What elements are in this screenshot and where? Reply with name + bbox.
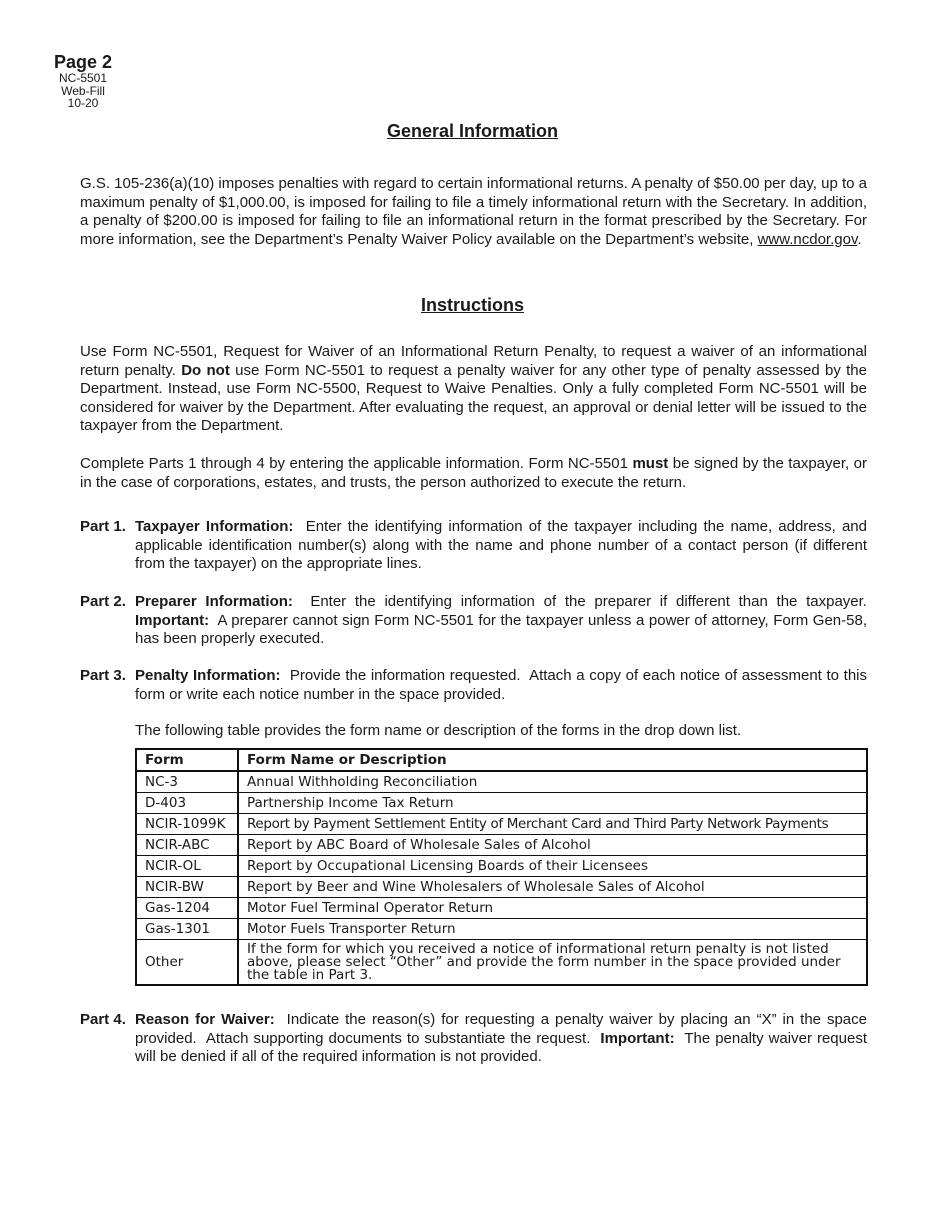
table-cell-description: Report by Beer and Wine Wholesalers of Wholesale Sales of Alcohol bbox=[238, 877, 867, 898]
table-cell-form: Other bbox=[136, 940, 238, 986]
table-cell-form: NCIR-1099K bbox=[136, 814, 238, 835]
table-row bbox=[136, 771, 867, 793]
part-2-heading: Preparer Information: bbox=[135, 593, 293, 610]
instructions-p2-text-a: Complete Parts 1 through 4 by entering the applicable information. Form NC-5501 bbox=[80, 455, 633, 472]
general-information-heading: General Information bbox=[386, 121, 559, 141]
part-2-text: Enter the identifying information of the preparer if different than the taxpayer. bbox=[292, 593, 872, 610]
table-row bbox=[136, 940, 867, 986]
general-information-end: . bbox=[857, 230, 862, 248]
instructions-p2-bold: must bbox=[632, 455, 669, 472]
table-cell-description: Report by Occupational Licensing Boards of their Licensees bbox=[238, 856, 867, 877]
instructions-paragraph-1 bbox=[80, 343, 867, 436]
part-4-important: Important: bbox=[600, 1029, 675, 1047]
instructions-paragraph-2 bbox=[80, 455, 867, 492]
instructions-p1-text-a: Use Form NC-5501, Request for Waiver of an Informational Return Penalty, to request a waiver of an informational return penalty. bbox=[80, 343, 867, 379]
part-4-label: Part 4. bbox=[80, 1011, 126, 1028]
table-cell-description: Partnership Income Tax Return bbox=[238, 793, 867, 814]
table-cell-description: Motor Fuels Transporter Return bbox=[238, 919, 867, 940]
form-revision: 10-20 bbox=[67, 96, 99, 110]
ncdor-website-link[interactable]: www.ncdor.gov bbox=[757, 230, 858, 248]
part-4-text-2: The penalty waiver request will be denied if all of the required information is not provided. bbox=[135, 1029, 872, 1065]
table-cell-description: Report by Payment Settlement Entity of Merchant Card and Third Party Network Payments bbox=[238, 814, 867, 835]
page-number: Page 2 bbox=[54, 52, 113, 72]
table-cell-description: If the form for which you received a notice of informational return penalty is not listed above, please select “Other” and provide the form number in the space provided under the table in Part 3. bbox=[238, 940, 867, 986]
instructions-p1-bold: Do not bbox=[181, 361, 230, 379]
form-table-intro: The following table provides the form name or description of the forms in the drop down list. bbox=[135, 722, 742, 739]
table-cell-form: NC-3 bbox=[136, 771, 238, 793]
part-4-heading: Reason for Waiver: bbox=[135, 1011, 275, 1028]
table-row bbox=[136, 919, 867, 940]
part-1-heading: Taxpayer Information: bbox=[135, 518, 294, 535]
part-3-heading: Penalty Information: bbox=[135, 667, 281, 684]
table-cell-description: Motor Fuel Terminal Operator Return bbox=[238, 898, 867, 919]
table-row bbox=[136, 814, 867, 835]
table-cell-form: Gas-1204 bbox=[136, 898, 238, 919]
table-row bbox=[136, 835, 867, 856]
part-4-instructions bbox=[80, 1011, 872, 1067]
table-row bbox=[136, 793, 867, 814]
form-version: Web-Fill bbox=[61, 83, 105, 98]
form-number: NC-5501 bbox=[58, 71, 108, 85]
part-1-label: Part 1. bbox=[80, 518, 126, 535]
instructions-heading: Instructions bbox=[420, 295, 524, 315]
part-2-instructions bbox=[80, 593, 872, 649]
table-cell-description: Report by ABC Board of Wholesale Sales of Alcohol bbox=[238, 835, 867, 856]
table-row bbox=[136, 898, 867, 919]
table-cell-description: Annual Withholding Reconciliation bbox=[238, 771, 867, 793]
page-identifier bbox=[48, 52, 118, 110]
instructions-p2-text-b: be signed by the taxpayer, or in the case of corporations, estates, and trusts, the person authorized to execute the return. bbox=[80, 455, 868, 491]
table-header-form: Form bbox=[136, 749, 238, 771]
part-4-text: Indicate the reason(s) for requesting a penalty waiver by placing an “X” in the space provided. Attach supporting documents to substantiate the request. bbox=[135, 1011, 872, 1047]
instructions-p1-text-b: use Form NC-5501 to request a penalty waiver for any other type of penalty assessed by the Department. Instead, use Form NC-5500, Request to Waive Penalties. Only a fully completed Form NC-5501 will be considered for waiver by the Department. After evaluating the request, an approval or denial letter will be issued to the taxpayer from the Department. bbox=[80, 361, 867, 434]
part-3-instructions bbox=[80, 667, 872, 704]
table-cell-form: Gas-1301 bbox=[136, 919, 238, 940]
table-row bbox=[136, 877, 867, 898]
part-1-text: Enter the identifying information of the taxpayer including the name, address, and applicable identification number(s) along with the name and phone number of a contact person (if different from the taxpayer) on the appropriate lines. bbox=[135, 518, 872, 572]
part-3-label: Part 3. bbox=[80, 667, 126, 684]
general-information-text: G.S. 105-236(a)(10) imposes penalties with regard to certain informational returns. A penalty of $50.00 per day, up to a maximum penalty of $1,000.00, is imposed for failing to file a timely informational return with the Secretary. In addition, a penalty of $200.00 is imposed for failing to file an informational return in the format prescribed by the Secretary. For more information, see the Department’s Penalty Waiver Policy available on the Department’s website, bbox=[80, 175, 867, 248]
table-cell-form: NCIR-BW bbox=[136, 877, 238, 898]
table-header-description: Form Name or Description bbox=[238, 749, 867, 771]
form-list-table bbox=[135, 748, 868, 986]
table-header-row bbox=[136, 749, 867, 771]
table-cell-form: D-403 bbox=[136, 793, 238, 814]
table-row bbox=[136, 856, 867, 877]
part-3-text: Provide the information requested. Attach a copy of each notice of assessment to this form or write each notice number in the space provided. bbox=[135, 667, 872, 703]
table-cell-form: NCIR-OL bbox=[136, 856, 238, 877]
part-2-important: Important: bbox=[135, 611, 210, 629]
part-2-text-2: A preparer cannot sign Form NC-5501 for the taxpayer unless a power of attorney, Form Gen-58, has been properly executed. bbox=[135, 611, 872, 647]
table-cell-form: NCIR-ABC bbox=[136, 835, 238, 856]
general-information-paragraph bbox=[80, 175, 867, 249]
part-1-instructions bbox=[80, 518, 872, 574]
part-2-label: Part 2. bbox=[80, 593, 126, 610]
